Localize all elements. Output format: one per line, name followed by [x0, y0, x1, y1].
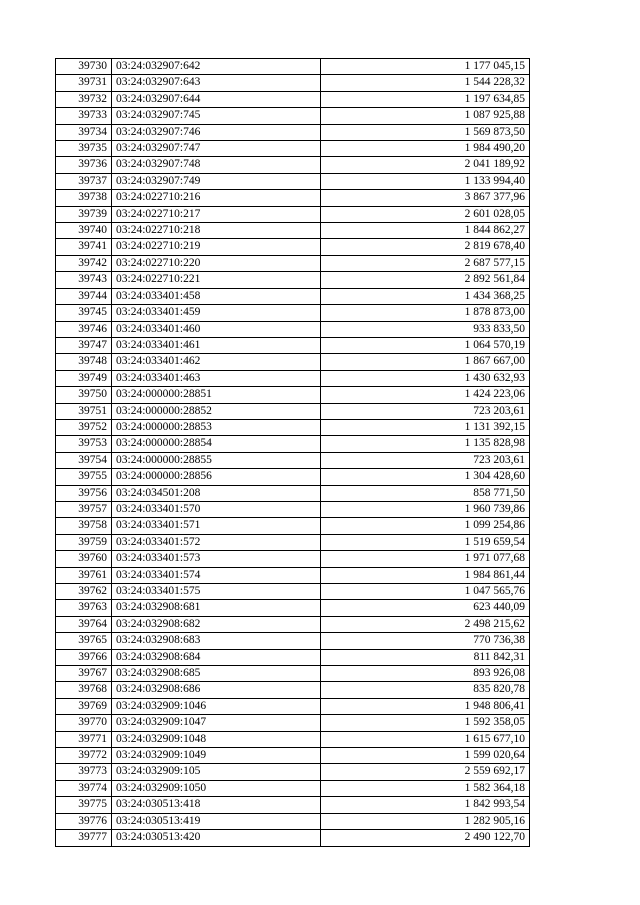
- cadastral-number-cell: 03:24:000000:28853: [112, 419, 321, 435]
- cadastral-number-cell: 03:24:032907:642: [112, 59, 321, 75]
- table-row: [56, 91, 530, 107]
- row-number-cell: 39730: [56, 59, 112, 75]
- table-row: [56, 354, 530, 370]
- row-number-cell: 39762: [56, 584, 112, 600]
- cadastral-value-cell: 1 197 634,85: [321, 91, 530, 107]
- table-row: [56, 518, 530, 534]
- cadastral-number-cell: 03:24:032907:748: [112, 157, 321, 173]
- cadastral-value-cell: 2 498 215,62: [321, 616, 530, 632]
- row-number-cell: 39744: [56, 288, 112, 304]
- cadastral-number-cell: 03:24:000000:28851: [112, 387, 321, 403]
- table-row: [56, 403, 530, 419]
- table-row: [56, 633, 530, 649]
- table-row: [56, 206, 530, 222]
- cadastral-value-cell: 1 135 828,98: [321, 436, 530, 452]
- cadastral-value-cell: 1 304 428,60: [321, 469, 530, 485]
- cadastral-number-cell: 03:24:032908:682: [112, 616, 321, 632]
- table-row: [56, 485, 530, 501]
- cadastral-value-cell: 1 047 565,76: [321, 584, 530, 600]
- row-number-cell: 39732: [56, 91, 112, 107]
- table-row: [56, 666, 530, 682]
- table-row: [56, 141, 530, 157]
- cadastral-number-cell: 03:24:000000:28854: [112, 436, 321, 452]
- row-number-cell: 39761: [56, 567, 112, 583]
- cadastral-number-cell: 03:24:030513:420: [112, 830, 321, 846]
- table-row: [56, 682, 530, 698]
- cadastral-value-cell: 2 819 678,40: [321, 239, 530, 255]
- cadastral-number-cell: 03:24:032908:684: [112, 649, 321, 665]
- row-number-cell: 39758: [56, 518, 112, 534]
- cadastral-number-cell: 03:24:033401:571: [112, 518, 321, 534]
- cadastral-value-cell: 1 971 077,68: [321, 551, 530, 567]
- cadastral-value-cell: 2 892 561,84: [321, 272, 530, 288]
- cadastral-number-cell: 03:24:032908:685: [112, 666, 321, 682]
- row-number-cell: 39738: [56, 190, 112, 206]
- cadastral-number-cell: 03:24:033401:459: [112, 305, 321, 321]
- table-row: [56, 534, 530, 550]
- table-row: [56, 305, 530, 321]
- row-number-cell: 39754: [56, 452, 112, 468]
- cadastral-value-cell: 1 592 358,05: [321, 715, 530, 731]
- row-number-cell: 39751: [56, 403, 112, 419]
- table-row: [56, 780, 530, 796]
- table-row: [56, 337, 530, 353]
- table-row: [56, 157, 530, 173]
- row-number-cell: 39768: [56, 682, 112, 698]
- cadastral-number-cell: 03:24:032909:1047: [112, 715, 321, 731]
- cadastral-value-cell: 1 569 873,50: [321, 124, 530, 140]
- table-row: [56, 419, 530, 435]
- cadastral-number-cell: 03:24:032907:749: [112, 173, 321, 189]
- table-row: [56, 387, 530, 403]
- cadastral-number-cell: 03:24:022710:216: [112, 190, 321, 206]
- cadastral-value-cell: 835 820,78: [321, 682, 530, 698]
- row-number-cell: 39755: [56, 469, 112, 485]
- cadastral-value-cell: 1 282 905,16: [321, 813, 530, 829]
- table-row: [56, 370, 530, 386]
- cadastral-value-cell: 1 087 925,88: [321, 108, 530, 124]
- cadastral-value-cell: 723 203,61: [321, 452, 530, 468]
- cadastral-value-cell: 1 434 368,25: [321, 288, 530, 304]
- row-number-cell: 39748: [56, 354, 112, 370]
- table-row: [56, 469, 530, 485]
- row-number-cell: 39742: [56, 255, 112, 271]
- cadastral-value-cell: 1 519 659,54: [321, 534, 530, 550]
- cadastral-value-cell: 1 133 994,40: [321, 173, 530, 189]
- cadastral-value-cell: 2 490 122,70: [321, 830, 530, 846]
- cadastral-value-cell: 1 844 862,27: [321, 223, 530, 239]
- cadastral-number-cell: 03:24:032909:1050: [112, 780, 321, 796]
- row-number-cell: 39774: [56, 780, 112, 796]
- row-number-cell: 39757: [56, 501, 112, 517]
- row-number-cell: 39750: [56, 387, 112, 403]
- table-row: [56, 124, 530, 140]
- cadastral-number-cell: 03:24:030513:419: [112, 813, 321, 829]
- table-row: [56, 288, 530, 304]
- cadastral-number-cell: 03:24:033401:575: [112, 584, 321, 600]
- row-number-cell: 39746: [56, 321, 112, 337]
- cadastral-number-cell: 03:24:033401:460: [112, 321, 321, 337]
- table-row: [56, 830, 530, 846]
- cadastral-number-cell: 03:24:032908:683: [112, 633, 321, 649]
- cadastral-value-cell: 770 736,38: [321, 633, 530, 649]
- table-row: [56, 698, 530, 714]
- table-row: [56, 584, 530, 600]
- row-number-cell: 39740: [56, 223, 112, 239]
- cadastral-value-cell: 933 833,50: [321, 321, 530, 337]
- row-number-cell: 39772: [56, 748, 112, 764]
- row-number-cell: 39749: [56, 370, 112, 386]
- cadastral-value-cell: 2 559 692,17: [321, 764, 530, 780]
- row-number-cell: 39765: [56, 633, 112, 649]
- cadastral-number-cell: 03:24:032909:1046: [112, 698, 321, 714]
- row-number-cell: 39739: [56, 206, 112, 222]
- row-number-cell: 39766: [56, 649, 112, 665]
- table-row: [56, 272, 530, 288]
- table-row: [56, 452, 530, 468]
- cadastral-value-cell: 623 440,09: [321, 600, 530, 616]
- row-number-cell: 39736: [56, 157, 112, 173]
- cadastral-number-cell: 03:24:022710:217: [112, 206, 321, 222]
- table-row: [56, 223, 530, 239]
- cadastral-number-cell: 03:24:032907:746: [112, 124, 321, 140]
- table-row: [56, 59, 530, 75]
- cadastral-value-cell: 1 430 632,93: [321, 370, 530, 386]
- cadastral-value-table: [55, 58, 530, 847]
- row-number-cell: 39763: [56, 600, 112, 616]
- row-number-cell: 39759: [56, 534, 112, 550]
- cadastral-number-cell: 03:24:033401:574: [112, 567, 321, 583]
- table-row: [56, 649, 530, 665]
- cadastral-value-cell: 723 203,61: [321, 403, 530, 419]
- table-body: [56, 59, 530, 847]
- table-row: [56, 436, 530, 452]
- row-number-cell: 39733: [56, 108, 112, 124]
- cadastral-number-cell: 03:24:033401:461: [112, 337, 321, 353]
- cadastral-value-cell: 1 131 392,15: [321, 419, 530, 435]
- row-number-cell: 39777: [56, 830, 112, 846]
- cadastral-value-cell: 1 599 020,64: [321, 748, 530, 764]
- row-number-cell: 39773: [56, 764, 112, 780]
- cadastral-value-cell: 1 544 228,32: [321, 75, 530, 91]
- row-number-cell: 39737: [56, 173, 112, 189]
- table-row: [56, 108, 530, 124]
- cadastral-value-cell: 893 926,08: [321, 666, 530, 682]
- cadastral-value-cell: 858 771,50: [321, 485, 530, 501]
- cadastral-number-cell: 03:24:032909:1048: [112, 731, 321, 747]
- table-row: [56, 173, 530, 189]
- cadastral-number-cell: 03:24:034501:208: [112, 485, 321, 501]
- cadastral-value-cell: 1 984 861,44: [321, 567, 530, 583]
- cadastral-number-cell: 03:24:000000:28852: [112, 403, 321, 419]
- cadastral-value-cell: 3 867 377,96: [321, 190, 530, 206]
- cadastral-value-cell: 811 842,31: [321, 649, 530, 665]
- table-row: [56, 748, 530, 764]
- row-number-cell: 39745: [56, 305, 112, 321]
- cadastral-number-cell: 03:24:022710:220: [112, 255, 321, 271]
- row-number-cell: 39756: [56, 485, 112, 501]
- cadastral-value-cell: 2 041 189,92: [321, 157, 530, 173]
- cadastral-number-cell: 03:24:033401:572: [112, 534, 321, 550]
- row-number-cell: 39735: [56, 141, 112, 157]
- row-number-cell: 39734: [56, 124, 112, 140]
- table-row: [56, 190, 530, 206]
- cadastral-number-cell: 03:24:022710:219: [112, 239, 321, 255]
- table-row: [56, 715, 530, 731]
- cadastral-number-cell: 03:24:032907:643: [112, 75, 321, 91]
- cadastral-value-cell: 1 177 045,15: [321, 59, 530, 75]
- cadastral-number-cell: 03:24:033401:462: [112, 354, 321, 370]
- row-number-cell: 39770: [56, 715, 112, 731]
- cadastral-value-cell: 1 867 667,00: [321, 354, 530, 370]
- cadastral-number-cell: 03:24:000000:28856: [112, 469, 321, 485]
- row-number-cell: 39767: [56, 666, 112, 682]
- row-number-cell: 39769: [56, 698, 112, 714]
- table-row: [56, 616, 530, 632]
- cadastral-number-cell: 03:24:022710:218: [112, 223, 321, 239]
- cadastral-number-cell: 03:24:032908:686: [112, 682, 321, 698]
- row-number-cell: 39775: [56, 797, 112, 813]
- table-row: [56, 501, 530, 517]
- cadastral-value-cell: 1 615 677,10: [321, 731, 530, 747]
- table-row: [56, 567, 530, 583]
- cadastral-value-cell: 1 099 254,86: [321, 518, 530, 534]
- cadastral-number-cell: 03:24:033401:463: [112, 370, 321, 386]
- cadastral-number-cell: 03:24:000000:28855: [112, 452, 321, 468]
- table-row: [56, 813, 530, 829]
- table-row: [56, 797, 530, 813]
- cadastral-number-cell: 03:24:030513:418: [112, 797, 321, 813]
- cadastral-value-cell: 1 424 223,06: [321, 387, 530, 403]
- cadastral-value-cell: 1 064 570,19: [321, 337, 530, 353]
- table-row: [56, 764, 530, 780]
- row-number-cell: 39741: [56, 239, 112, 255]
- cadastral-number-cell: 03:24:032907:747: [112, 141, 321, 157]
- cadastral-number-cell: 03:24:032908:681: [112, 600, 321, 616]
- cadastral-value-cell: 1 960 739,86: [321, 501, 530, 517]
- cadastral-number-cell: 03:24:032907:644: [112, 91, 321, 107]
- table-row: [56, 75, 530, 91]
- row-number-cell: 39743: [56, 272, 112, 288]
- table-row: [56, 321, 530, 337]
- row-number-cell: 39764: [56, 616, 112, 632]
- row-number-cell: 39760: [56, 551, 112, 567]
- table-row: [56, 255, 530, 271]
- table-row: [56, 600, 530, 616]
- cadastral-number-cell: 03:24:033401:570: [112, 501, 321, 517]
- row-number-cell: 39776: [56, 813, 112, 829]
- table-row: [56, 731, 530, 747]
- cadastral-value-cell: 1 984 490,20: [321, 141, 530, 157]
- cadastral-number-cell: 03:24:033401:573: [112, 551, 321, 567]
- cadastral-number-cell: 03:24:022710:221: [112, 272, 321, 288]
- row-number-cell: 39752: [56, 419, 112, 435]
- cadastral-value-cell: 2 601 028,05: [321, 206, 530, 222]
- cadastral-number-cell: 03:24:032907:745: [112, 108, 321, 124]
- cadastral-number-cell: 03:24:032909:105: [112, 764, 321, 780]
- table-row: [56, 239, 530, 255]
- cadastral-value-cell: 2 687 577,15: [321, 255, 530, 271]
- cadastral-value-cell: 1 948 806,41: [321, 698, 530, 714]
- cadastral-number-cell: 03:24:033401:458: [112, 288, 321, 304]
- table-row: [56, 551, 530, 567]
- cadastral-value-cell: 1 582 364,18: [321, 780, 530, 796]
- row-number-cell: 39771: [56, 731, 112, 747]
- cadastral-value-cell: 1 842 993,54: [321, 797, 530, 813]
- cadastral-value-cell: 1 878 873,00: [321, 305, 530, 321]
- cadastral-number-cell: 03:24:032909:1049: [112, 748, 321, 764]
- row-number-cell: 39747: [56, 337, 112, 353]
- row-number-cell: 39731: [56, 75, 112, 91]
- row-number-cell: 39753: [56, 436, 112, 452]
